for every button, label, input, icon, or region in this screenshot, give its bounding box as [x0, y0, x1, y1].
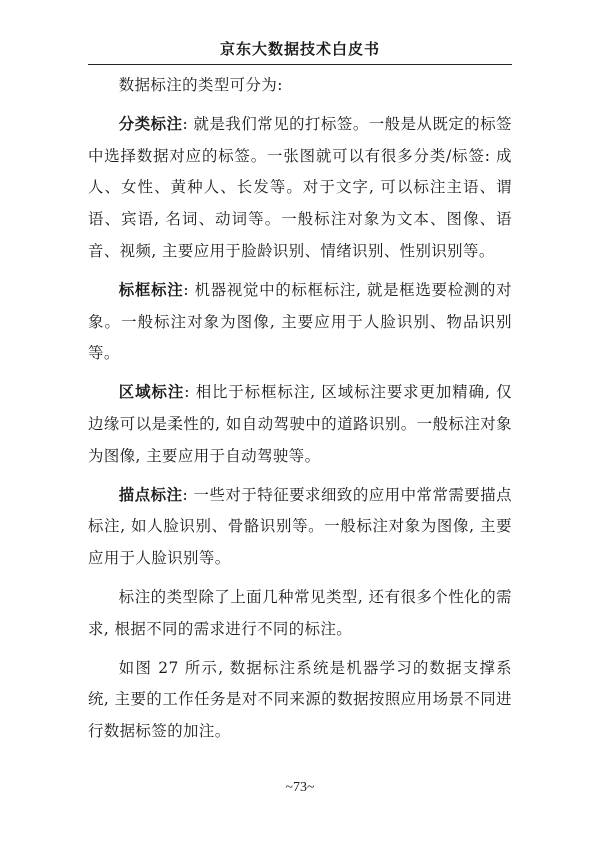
- intro-text: 数据标注的类型可分为:: [118, 76, 283, 94]
- region-label-text: : 相比于标框标注, 区域标注要求更加精确, 仅边缘可以是柔性的, 如自动驾驶中的道路识别。一般标注对象为图像, 主要应用于自动驾驶等。: [88, 383, 512, 465]
- classification-label-term: 分类标注: [118, 114, 183, 133]
- page-body: [88, 70, 512, 755]
- keypoint-label-text: : 一些对于特征要求细致的应用中常常需要描点标注, 如人脸识别、骨骼识别等。一般标注对象为图像, 主要应用于人脸识别等。: [88, 485, 512, 568]
- bounding-box-label-term: 标框标注: [118, 280, 184, 299]
- region-label-term: 区域标注: [118, 383, 185, 402]
- labeling-system-text: 如图 27 所示, 数据标注系统是机器学习的数据支撑系统, 主要的工作任务是对不同来源的数据按照应用场景不同进行数据标签的加注。: [88, 658, 512, 741]
- bounding-box-label-text: : 机器视觉中的标框标注, 就是框选要检测的对象。一般标注对象为图像, 主要应用于人脸识别、物品识别等。: [88, 280, 512, 363]
- classification-label-text: : 就是我们常见的打标签。一般是从既定的标签中选择数据对应的标签。一张图就可以有很多分类/标签: 成人、女性、黄种人、长发等。对于文字, 可以标注主语、谓语、宾语, 名词、动词等。一般标注对象为文本、图像、语音、视频, 主要应用于脸龄识别、情绪识别、性别识别等。: [88, 114, 512, 260]
- custom-label-text: 标注的类型除了上面几种常见类型, 还有很多个性化的需求, 根据不同的需求进行不同的标注。: [88, 587, 512, 638]
- keypoint-label-term: 描点标注: [118, 485, 183, 504]
- page-header-title: 京东大数据技术白皮书: [219, 40, 380, 58]
- intro-paragraph: [88, 70, 512, 102]
- page-header: [88, 36, 512, 65]
- custom-label-paragraph: [88, 582, 512, 646]
- region-label-paragraph: [88, 377, 512, 472]
- labeling-system-paragraph: [88, 653, 512, 748]
- page-number: ~73~: [285, 780, 315, 795]
- bounding-box-label-paragraph: [88, 275, 512, 370]
- classification-label-paragraph: [88, 109, 512, 268]
- keypoint-label-paragraph: [88, 480, 512, 575]
